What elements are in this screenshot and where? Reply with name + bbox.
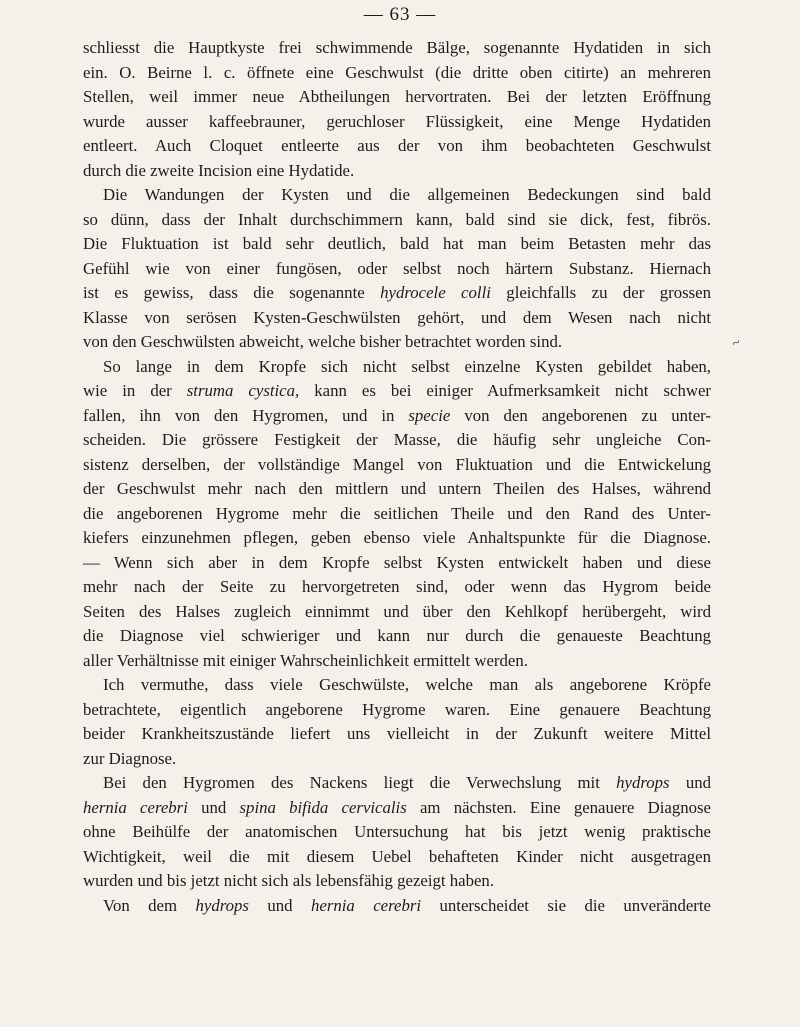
text-line: kiefers einzunehmen pflegen, geben ebenso viele Anhaltspunkte für die Diagnose. (83, 528, 711, 547)
text-line: Die Fluktuation ist bald sehr deutlich, bald hat man beim Betasten mehr das (83, 234, 711, 253)
text-line: wurden und bis jetzt nicht sich als lebensfähig gezeigt haben. (83, 871, 495, 890)
text-segment: und (187, 797, 240, 817)
text-line: mehr nach der Seite zu hervorgetreten sind, oder wenn das Hygrom beide (83, 577, 711, 596)
text-line: betrachtete, eigentlich angeborene Hygrome waren. Eine genauere Beachtung (83, 699, 711, 719)
pencil-mark-icon: ~ (729, 335, 744, 352)
text-line (83, 281, 711, 306)
text-line: — Wenn sich aber in dem Kropfe selbst Kysten entwickelt haben und diese (83, 552, 711, 572)
text-line: die Diagnose viel schwieriger und kann nur durch die genaueste Beachtung (83, 626, 711, 645)
text-line (83, 379, 711, 404)
text-segment: und (669, 773, 711, 792)
text-line: sistenz derselben, der vollständige Mangel von Fluktuation und die Entwickelung (83, 454, 711, 474)
text-line: Die Wandungen der Kysten und die allgemeinen Bedeckungen sind bald (103, 185, 711, 204)
text-segment: wie in der (83, 381, 187, 400)
text-segment: gleichfalls zu der grossen (490, 283, 711, 302)
text-segment: ist es gewiss, dass die sogenannte (83, 283, 381, 302)
text-line: Ich vermuthe, dass viele Geschwülste, welche man als angeborene Kröpfe (103, 675, 711, 694)
italic-term: hernia cerebri (310, 895, 422, 915)
italic-term: hydrops (616, 773, 670, 792)
text-line: durch die zweite Incision eine Hydatide. (83, 160, 355, 180)
text-line: von den Geschwülsten abweicht, welche bisher betrachtet worden sind. (83, 332, 563, 351)
text-line: scheiden. Die grössere Festigkeit der Masse, die häufig sehr ungleiche Con- (83, 430, 711, 449)
text-segment: Bei den Hygromen des Nackens liegt die Verwechslung mit (103, 773, 617, 792)
text-line: Gefühl wie von einer fungösen, oder selbst noch härtern Substanz. Hiernach (83, 258, 711, 278)
text-line: zur Diagnose. (83, 748, 177, 768)
italic-term: hydrops (195, 895, 249, 915)
text-line: schliesst die Hauptkyste frei schwimmende Bälge, sogenannte Hydatiden in sich (83, 38, 711, 57)
italic-term: specie (408, 405, 451, 425)
text-line: entleert. Auch Cloquet entleerte aus der von ihm beobachteten Geschwulst (83, 136, 711, 155)
text-line: aller Verhältnisse mit einiger Wahrscheinlichkeit ermittelt werden. (83, 650, 528, 670)
text-line: Wichtigkeit, weil die mit diesem Uebel behafteten Kinder nicht ausgetragen (83, 846, 711, 866)
text-line (83, 771, 711, 796)
text-line (83, 894, 711, 919)
text-line: der Geschwulst mehr nach den mittlern und untern Theilen des Halses, während (83, 479, 711, 498)
text-line: ein. O. Beirne l. c. öffnete eine Geschwulst (die dritte oben citirte) an mehreren (83, 62, 711, 82)
text-line: so dünn, dass der Inhalt durchschimmern kann, bald sind sie dick, fest, fibrös. (83, 209, 711, 229)
text-line: Stellen, weil immer neue Abtheilungen hervortraten. Bei der letzten Eröffnung (83, 87, 711, 106)
text-segment: fallen, ihn von den Hygromen, und in (83, 405, 409, 425)
text-segment: kann es bei einiger Aufmerksamkeit nicht schwer (299, 381, 711, 400)
italic-term: hernia cerebri (83, 797, 188, 817)
text-segment: Von dem (103, 895, 196, 915)
text-line: wurde ausser kaffeebrauner, geruchloser Flüssigkeit, eine Menge Hydatiden (83, 111, 711, 131)
text-line: Seiten des Halses zugleich einnimmt und über den Kehlkopf herübergeht, wird (83, 601, 711, 621)
text-line: beider Krankheitszustände liefert uns vielleicht in der Zukunft weitere Mittel (83, 724, 711, 743)
text-line (83, 404, 711, 429)
body-text (83, 36, 711, 918)
text-segment: unterscheidet sie die unveränderte (421, 895, 711, 915)
text-segment: und (248, 895, 311, 915)
text-line: Klasse von serösen Kysten-Geschwülsten gehört, und dem Wesen nach nicht (83, 307, 711, 327)
italic-term: spina bifida cervicalis (239, 797, 407, 817)
italic-term: hydrocele colli (380, 283, 491, 302)
text-segment: am nächsten. Eine genauere Diagnose (406, 797, 711, 817)
text-line: So lange in dem Kropfe sich nicht selbst einzelne Kysten gebildet haben, (103, 356, 711, 376)
page-number: — 63 — (363, 4, 437, 25)
text-line: die angeborenen Hygrome mehr die seitlichen Theile und den Rand des Unter- (83, 503, 711, 523)
italic-term: struma cystica, (186, 381, 300, 400)
text-line: ohne Beihülfe der anatomischen Untersuchung hat bis jetzt wenig praktische (83, 822, 711, 841)
text-segment: von den angeborenen zu unter- (450, 405, 711, 425)
text-line (83, 796, 711, 821)
